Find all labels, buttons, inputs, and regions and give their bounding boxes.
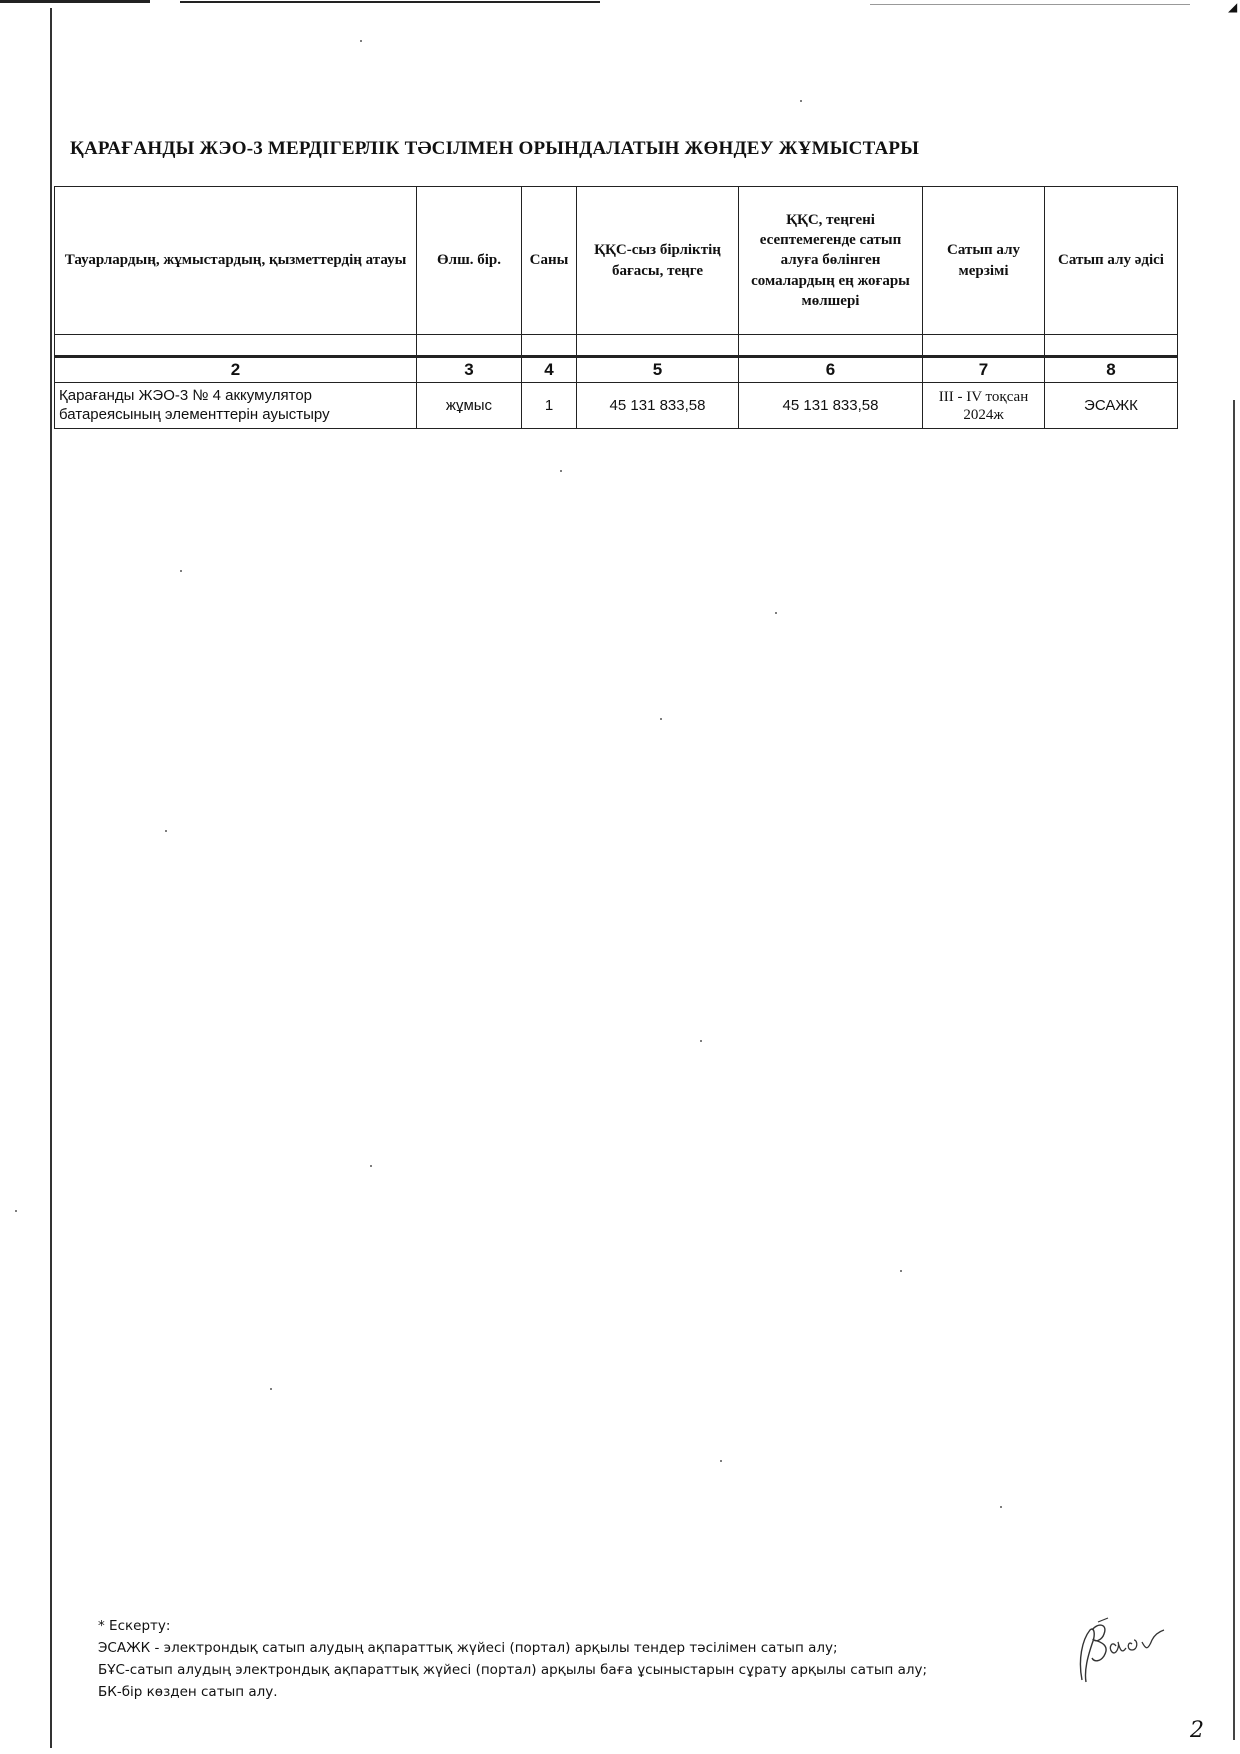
signature-icon — [1068, 1600, 1178, 1690]
scan-speck — [180, 570, 182, 572]
column-number: 5 — [577, 357, 739, 383]
row-item-name: Қарағанды ЖЭО-3 № 4 аккумулятор батареясының элементтерін ауыстыру — [55, 383, 417, 429]
repair-works-table — [54, 186, 1178, 429]
scan-speck — [800, 100, 802, 102]
footnote-title: * Ескерту: — [98, 1618, 171, 1634]
scan-speck — [360, 40, 362, 42]
footnote-line: ЭСАЖК - электрондық сатып алудың ақпараттық жүйесі (портал) арқылы тендер тәсілімен сатып алу; — [98, 1640, 838, 1656]
table-row — [55, 383, 1178, 429]
scan-speck — [370, 1165, 372, 1167]
scan-speck — [900, 1270, 902, 1272]
row-method: ЭСАЖК — [1045, 383, 1178, 429]
scan-speck — [560, 470, 562, 472]
footnote-line: БК-бір көзден сатып алу. — [98, 1684, 278, 1700]
column-number: 3 — [417, 357, 522, 383]
column-number: 6 — [739, 357, 923, 383]
column-number-row — [55, 357, 1178, 383]
row-period: III - IV тоқсан 2024ж — [923, 383, 1045, 429]
header-method: Сатып алу әдісі — [1045, 187, 1178, 335]
row-unit-price: 45 131 833,58 — [577, 383, 739, 429]
document-title: ҚАРАҒАНДЫ ЖЭО-3 МЕРДІГЕРЛІК ТӘСІЛМЕН ОРЫНДАЛАТЫН ЖӨНДЕУ ЖҰМЫСТАРЫ — [70, 138, 920, 159]
footnote-line: БҰС-сатып алудың электрондық ақпараттық жүйесі (портал) арқылы баға ұсыныстарын сұрату арқылы сатып алу; — [98, 1662, 928, 1678]
scan-speck — [165, 830, 167, 832]
scan-edge-line — [870, 4, 1190, 5]
column-number: 8 — [1045, 357, 1178, 383]
header-quantity: Саны — [522, 187, 577, 335]
column-number: 2 — [55, 357, 417, 383]
corner-mark: ◢ — [1228, 0, 1238, 14]
right-margin-line — [1233, 400, 1235, 1740]
header-unit: Өлш. бір. — [417, 187, 522, 335]
table-header-row — [55, 187, 1178, 335]
row-quantity: 1 — [522, 383, 577, 429]
footnote — [98, 1615, 927, 1703]
scan-speck — [775, 612, 777, 614]
row-max-amount: 45 131 833,58 — [739, 383, 923, 429]
scan-speck — [660, 718, 662, 720]
header-unit-price: ҚҚС-сыз бірліктің бағасы, теңге — [577, 187, 739, 335]
left-margin-line — [50, 8, 52, 1748]
scan-edge-line — [0, 0, 150, 3]
header-max-amount: ҚҚС, теңгені есептемегенде сатып алуға бөлінген сомалардың ең жоғары мөлшері — [739, 187, 923, 335]
scan-speck — [720, 1460, 722, 1462]
column-number: 4 — [522, 357, 577, 383]
scan-speck — [700, 1040, 702, 1042]
scan-speck — [15, 1210, 17, 1212]
scan-speck — [1000, 1506, 1002, 1508]
header-item-name: Тауарлардың, жұмыстардың, қызметтердің атауы — [55, 187, 417, 335]
scan-edge-line — [180, 1, 600, 3]
scan-speck — [270, 1388, 272, 1390]
row-unit: жұмыс — [417, 383, 522, 429]
table-blank-row — [55, 335, 1178, 357]
page-number: 2 — [1190, 1718, 1204, 1743]
header-period: Сатып алу мерзімі — [923, 187, 1045, 335]
column-number: 7 — [923, 357, 1045, 383]
